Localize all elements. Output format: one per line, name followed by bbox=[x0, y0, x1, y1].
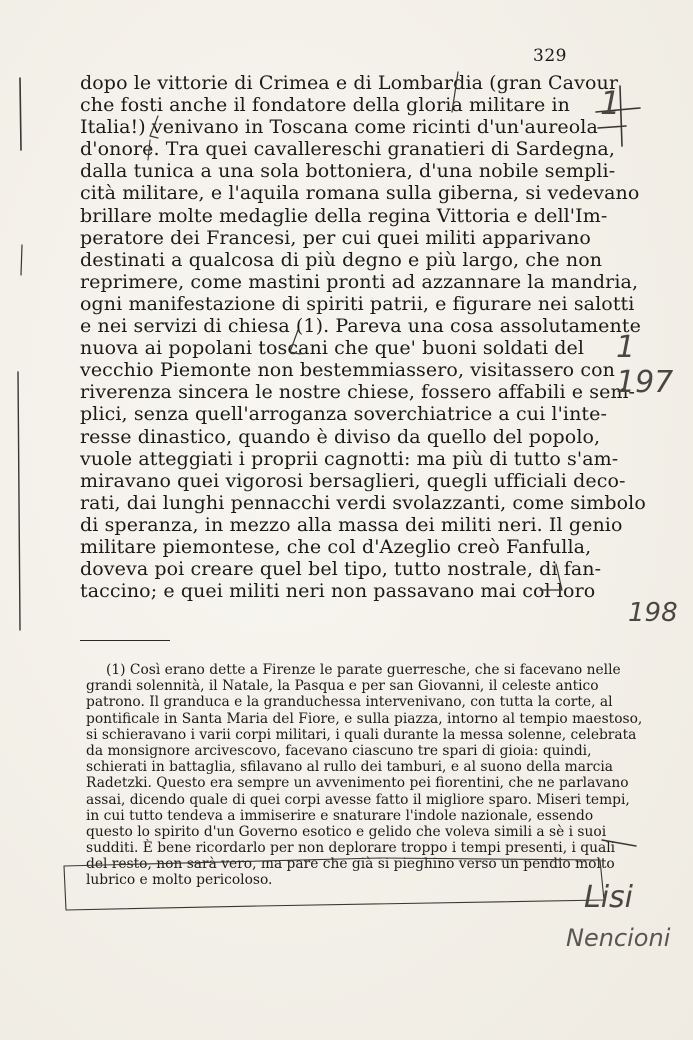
footnote-line: Radetzki. Questo era sempre un avvenimento pei fiorentini, che ne parlavano bbox=[86, 775, 629, 792]
footnote-line: (1) Così erano dette a Firenze le parate guerresche, che si facevano nelle bbox=[106, 662, 621, 678]
footnote-line: da monsignore arcivescovo, facevano ciascuno tre spari di gioia: quindi, bbox=[86, 742, 592, 759]
footnote-line: sudditi. È bene ricordarlo per non deplorare troppo i tempi presenti, i quali bbox=[86, 840, 616, 857]
text-line: vecchio Piemonte non bestemmiassero, visitassero con bbox=[80, 359, 615, 382]
margin-note-bottom-1: Lisi bbox=[584, 880, 634, 915]
text-line: brillare molte medaglie della regina Vittoria e dell'Im- bbox=[80, 204, 608, 227]
margin-note-number-1: 1 197 bbox=[616, 330, 674, 400]
footnote-line: questo lo spirito d'un Governo esotico e gelido che voleva simili a sè i suoi bbox=[86, 823, 607, 840]
margin-note-bottom-2: Nencioni bbox=[566, 924, 671, 952]
bracket-venivano bbox=[150, 116, 158, 138]
text-line: militare piemontese, che col d'Azeglio creò Fanfulla, bbox=[80, 535, 592, 558]
footnote-line: schierati in battaglia, sfilavano al rullo dei tamburi, e al suono della marcia bbox=[86, 759, 613, 776]
footnote-line: in cui tutto tendeva a immiserire e snaturare l'indole nazionale, essendo bbox=[86, 807, 594, 824]
margin-line-left-small bbox=[21, 245, 22, 275]
bracket-onore bbox=[148, 140, 150, 160]
text-line: plici, senza quell'arroganza soverchiatrice a cui l'inte- bbox=[80, 403, 608, 426]
text-line: rati, dai lunghi pennacchi verdi svolazzanti, come simbolo bbox=[80, 491, 646, 514]
text-line: d'onore. Tra quei cavallereschi granatieri di Sardegna, bbox=[80, 138, 615, 161]
bracket-lombardia bbox=[452, 72, 458, 112]
text-line: cità militare, e l'aquila romana sulla giberna, si vedevano bbox=[80, 182, 640, 205]
text-line: che fosti anche il fondatore della gloria militare in bbox=[80, 94, 571, 117]
footnote-line: si schieravano i varii corpi militari, i quali durante la messa solenne, celebrata bbox=[86, 726, 637, 743]
footnote-box-tick bbox=[602, 840, 636, 846]
text-line: resse dinastico, quando è diviso da quello del popolo, bbox=[80, 425, 601, 448]
margin-line-left-mid bbox=[18, 372, 20, 630]
footnote-line: lubrico e molto pericoloso. bbox=[86, 872, 273, 889]
page-number: 329 bbox=[533, 46, 567, 66]
text-line: riverenza sincera le nostre chiese, fossero affabili e sem- bbox=[80, 381, 636, 404]
text-line: dalla tunica a una sola bottoniera, d'una nobile sempli- bbox=[80, 160, 616, 183]
footnote-line: pontificale in Santa Maria del Fiore, e sulla piazza, intorno al tempio maestoso, bbox=[86, 710, 643, 727]
text-line: destinati a qualcosa di più degno e più largo, che non bbox=[80, 248, 603, 271]
text-line: miravano quei vigorosi bersaglieri, quegli ufficiali deco- bbox=[80, 469, 626, 492]
margin-note-number-2: 198 bbox=[628, 598, 678, 628]
footnote-line: patrono. Il granduca e la granduchessa intervenivano, con tutta la corte, al bbox=[86, 694, 613, 711]
footnote-line: grandi solennità, il Natale, la Pasqua e per san Giovanni, il celeste antico bbox=[86, 678, 599, 695]
text-line: e nei servizi di chiesa (1). Pareva una cosa assolutamente bbox=[80, 315, 641, 338]
text-line: peratore dei Francesi, per cui quei militi apparivano bbox=[80, 226, 591, 249]
margin-note-top: 1 bbox=[600, 84, 621, 122]
text-line: nuova ai popolani toscani che que' buoni soldati del bbox=[80, 337, 585, 360]
footnote-line: del resto, non sarà vero, ma pare che già si pieghino verso un pendio molto bbox=[86, 856, 615, 873]
bracket-fanfulla bbox=[540, 564, 562, 590]
footnote-line: assai, dicendo quale di quei corpi avesse fatto il migliore sparo. Miseri tempi, bbox=[86, 791, 630, 808]
text-line: dopo le vittorie di Crimea e di Lombardia (gran Cavour bbox=[80, 72, 619, 94]
text-line: doveva poi creare quel bel tipo, tutto nostrale, di fan- bbox=[80, 558, 602, 581]
text-line: di speranza, in mezzo alla massa dei militi neri. Il genio bbox=[80, 513, 623, 536]
margin-line-left-top bbox=[20, 78, 21, 150]
text-line: reprimere, come mastini pronti ad azzannare la mandria, bbox=[80, 270, 639, 293]
text-line: vuole atteggiati i proprii cagnotti: ma più di tutto s'am- bbox=[80, 447, 619, 470]
bracket-pareva bbox=[290, 330, 300, 354]
text-line: Italia!) venivano in Toscana come ricinti d'un'aureola bbox=[80, 116, 598, 139]
text-line: ogni manifestazione di spiriti patrii, e figurare nei salotti bbox=[80, 292, 635, 315]
text-line: taccino; e quei militi neri non passavano mai col loro bbox=[80, 580, 596, 603]
